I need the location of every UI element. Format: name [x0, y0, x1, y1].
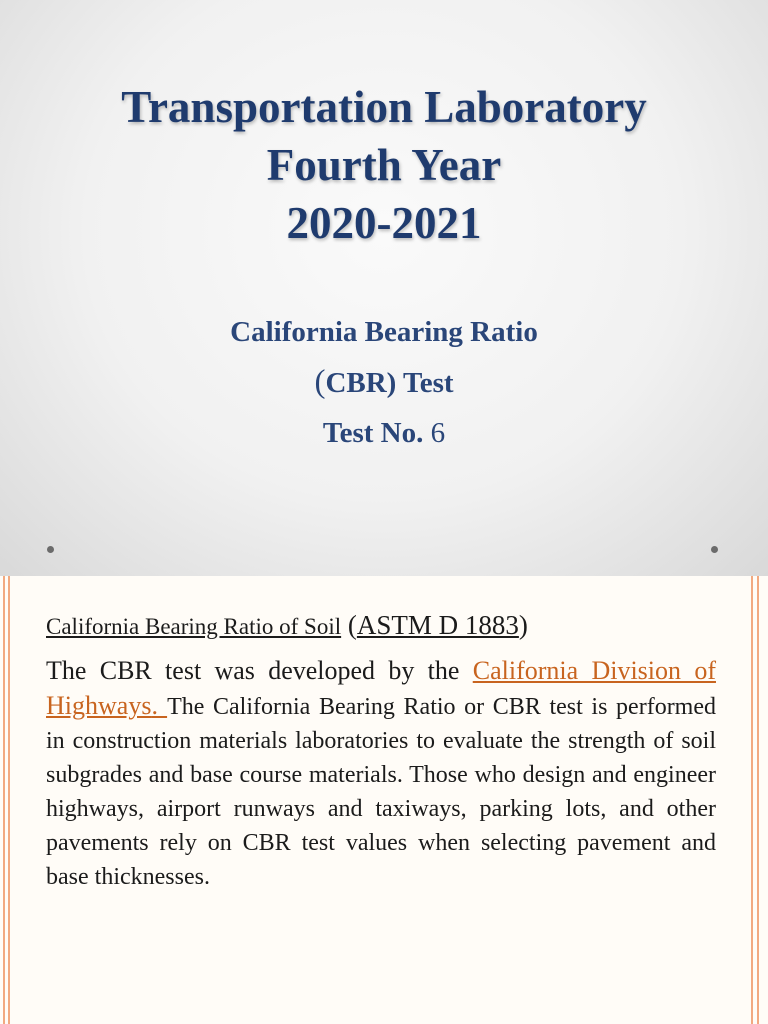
subtitle-line-1: California Bearing Ratio [230, 316, 538, 348]
link-suffix: . [151, 691, 168, 720]
california-division-link[interactable]: California Division of Highways [46, 656, 716, 720]
subtitle-paren: ( [314, 364, 326, 400]
slide-subtitle [0, 307, 768, 458]
slide-dot-right-icon [711, 546, 718, 553]
slide-content [46, 606, 716, 894]
content-slide [0, 576, 768, 1024]
slide-dot-left-icon [47, 546, 54, 553]
test-number-value: 6 [430, 417, 446, 449]
slide-title [0, 78, 768, 252]
left-border-line-inner [8, 576, 10, 1024]
left-border-line [3, 576, 5, 1024]
subtitle-cbr-test: CBR) Test [325, 367, 454, 399]
title-line-2: Fourth Year [266, 140, 502, 190]
heading-close-paren: ) [518, 610, 528, 640]
section-heading [46, 606, 716, 646]
body-paragraph [46, 654, 716, 894]
subtitle-line-3 [0, 408, 768, 458]
heading-open-paren: ( [341, 610, 357, 640]
heading-text: California Bearing Ratio of Soil [46, 614, 342, 639]
title-line-3: 2020-2021 [286, 198, 482, 248]
heading-standard: ASTM D 1883 [356, 610, 519, 640]
title-line-1: Transportation Laboratory [121, 82, 647, 132]
para-body: The California Bearing Ratio or CBR test is performed in construction materials laboratories to evaluate the strength of soil subgrades and base course materials. Those who design and engineer highways, airport runways and taxiways, parking lots, and other pavements rely on CBR test values when selecting pavement and base thicknesses. [46, 694, 717, 890]
para-lead: The CBR test was developed by the [46, 656, 473, 685]
test-number-label: Test No. [322, 417, 424, 449]
right-border-line [757, 576, 759, 1024]
right-border-line-inner [751, 576, 753, 1024]
subtitle-line-2 [0, 357, 768, 408]
